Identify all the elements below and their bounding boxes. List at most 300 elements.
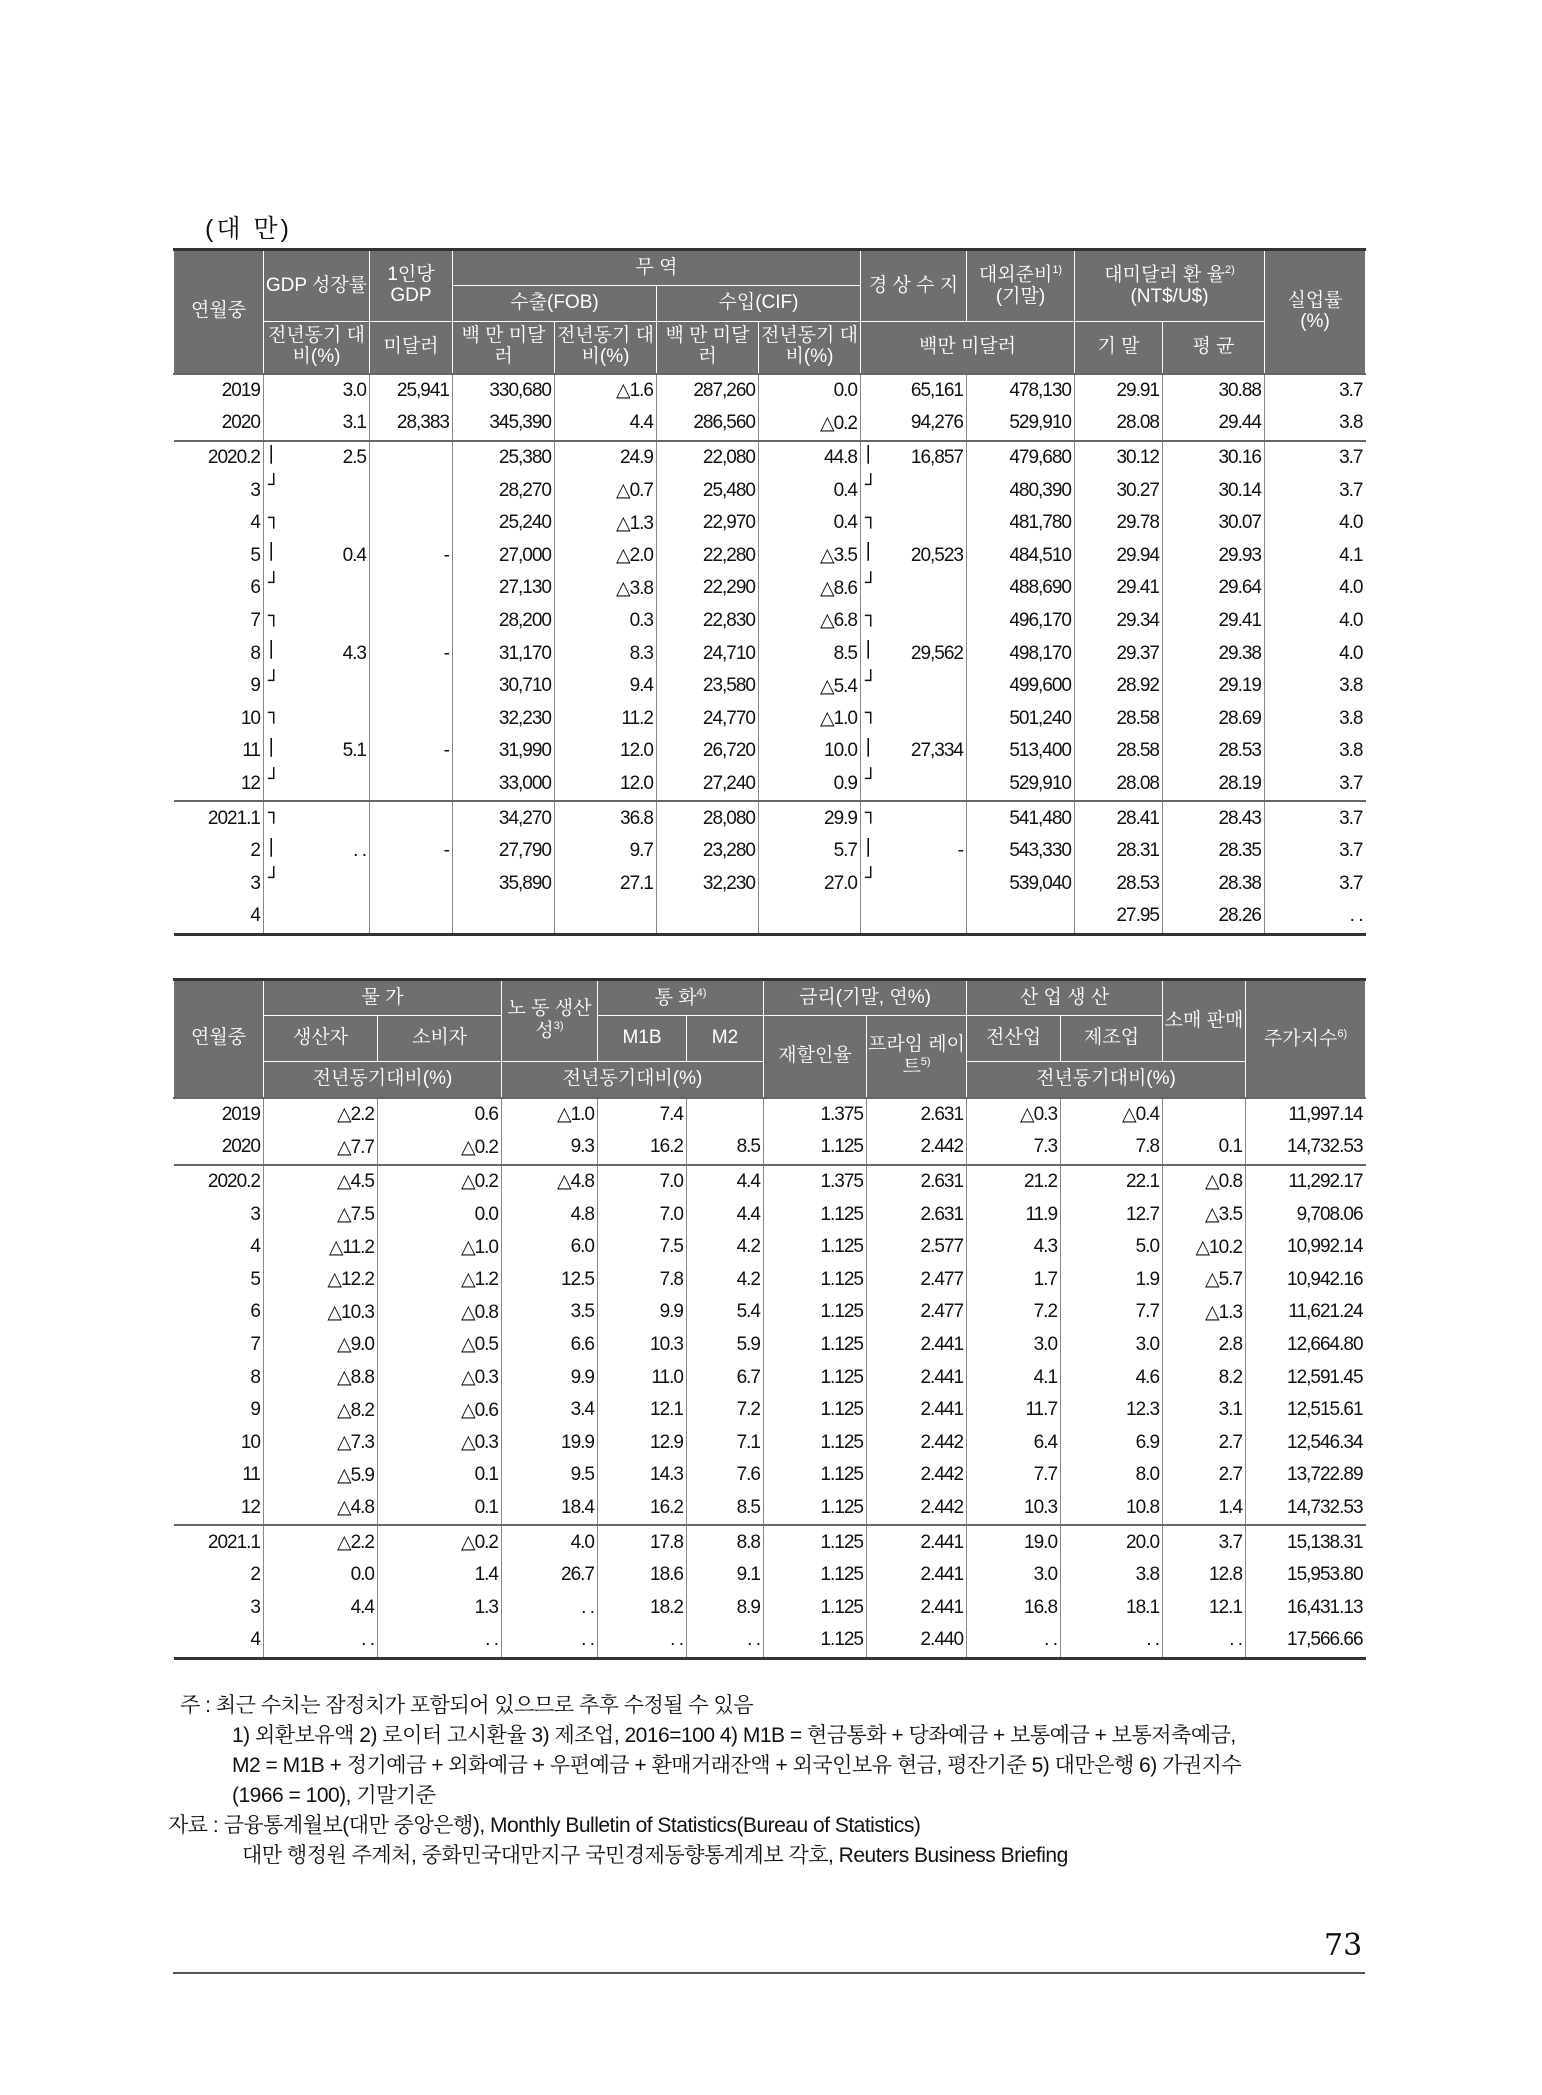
header-unemployment: 실업률 (%)	[1265, 250, 1366, 374]
imports-yoy-cell	[759, 867, 861, 900]
imports-yoy-cell-value: △1.0	[819, 708, 857, 730]
all-industry-cell-value: 19.0	[1024, 1531, 1058, 1553]
prime-rate-cell	[867, 1591, 967, 1624]
m2-cell	[687, 1329, 764, 1362]
unemployment-cell-value: . .	[1349, 905, 1363, 927]
consumer-price-cell	[378, 1624, 502, 1658]
exports-yoy-cell-value: 8.3	[629, 642, 653, 664]
labor-productivity-cell	[502, 1394, 598, 1427]
stock-index-cell-value: 16,431.13	[1287, 1596, 1363, 1618]
fx-avg-cell	[1163, 637, 1265, 670]
fx-avg-cell	[1163, 474, 1265, 507]
imports-yoy-cell	[759, 900, 861, 934]
period-cell-value: 9	[250, 675, 260, 697]
consumer-price-cell-value: . .	[485, 1629, 498, 1651]
unemployment-cell	[1265, 605, 1366, 638]
imports-yoy-cell	[759, 801, 861, 835]
m2-cell-value: 4.4	[736, 1203, 760, 1225]
all-industry-cell-value: . .	[1044, 1629, 1058, 1651]
current-account-cell	[861, 539, 967, 572]
m2-cell-value: . .	[747, 1629, 760, 1651]
retail-sales-cell-value: 2.7	[1218, 1464, 1243, 1486]
producer-price-cell-value: 0.0	[350, 1564, 374, 1586]
table-row	[174, 1329, 1366, 1362]
reserves-cell-value: 481,780	[1009, 512, 1071, 534]
producer-price-cell	[264, 1459, 378, 1492]
imports-cell	[657, 735, 759, 768]
region-label: (대 만)	[205, 215, 292, 243]
labor-productivity-cell	[502, 1426, 598, 1459]
period-cell	[174, 1098, 264, 1132]
stock-index-cell-value: 12,591.45	[1287, 1366, 1363, 1388]
all-industry-cell-value: 11.9	[1025, 1203, 1058, 1225]
header-m1b: M1B	[598, 1016, 687, 1062]
manufacturing-cell-value: 6.9	[1135, 1431, 1160, 1453]
retail-sales-cell-value: 2.8	[1218, 1333, 1243, 1355]
stock-index-cell	[1246, 1459, 1366, 1492]
table-row	[174, 441, 1366, 475]
exports-cell	[453, 507, 555, 540]
gdp-per-capita-cell	[370, 670, 453, 703]
prime-rate-cell-value: 2.441	[920, 1399, 964, 1421]
unemployment-cell	[1265, 835, 1366, 868]
manufacturing-cell	[1061, 1098, 1163, 1132]
all-industry-cell-value: 4.1	[1033, 1366, 1058, 1388]
prime-rate-cell-value: 2.631	[920, 1203, 964, 1225]
exports-cell	[453, 539, 555, 572]
reserves-cell-value: 498,170	[1009, 642, 1071, 664]
current-account-cell	[861, 605, 967, 638]
imports-yoy-cell	[759, 407, 861, 441]
labor-productivity-cell-value: 3.5	[570, 1301, 594, 1323]
retail-sales-cell-value: △1.3	[1205, 1301, 1243, 1323]
m1b-cell-value: 18.6	[650, 1564, 683, 1586]
current-account-cell	[861, 867, 967, 900]
fx-avg-cell-value: 29.38	[1218, 642, 1261, 664]
consumer-price-cell	[378, 1459, 502, 1492]
fx-avg-cell-value: 29.64	[1218, 577, 1261, 599]
m1b-cell-value: 7.8	[659, 1268, 683, 1290]
header-imports-yoy: 전년동기 대비(%)	[759, 322, 861, 374]
period-cell	[174, 1426, 264, 1459]
fx-avg-cell	[1163, 768, 1265, 802]
m1b-cell	[598, 1098, 687, 1132]
fx-avg-cell-value: 30.14	[1218, 479, 1261, 501]
header-fx-end: 기 말	[1075, 322, 1163, 374]
period-cell-value: 3	[250, 1596, 260, 1618]
period-cell-value: 12	[240, 1496, 260, 1518]
imports-cell	[657, 539, 759, 572]
imports-cell	[657, 441, 759, 475]
header-exchange-rate: 대미달러 환 율$^{2)}$ (NT$/U$)	[1075, 250, 1265, 322]
retail-sales-cell	[1163, 1426, 1246, 1459]
table-row	[174, 1098, 1366, 1132]
retail-sales-cell	[1163, 1394, 1246, 1427]
manufacturing-cell-value: 3.8	[1135, 1564, 1160, 1586]
consumer-price-cell	[378, 1394, 502, 1427]
header-labor-money-yoy: 전년동기대비(%)	[502, 1062, 764, 1098]
fx-end-cell	[1075, 572, 1163, 605]
all-industry-cell-value: 6.4	[1033, 1431, 1058, 1453]
manufacturing-cell	[1061, 1231, 1163, 1264]
exports-cell-value: 27,790	[498, 840, 551, 862]
retail-sales-cell	[1163, 1329, 1246, 1362]
gdp-growth-cell-value: 2.5	[342, 446, 366, 468]
reserves-cell-value: 543,330	[1009, 840, 1071, 862]
table-row	[174, 539, 1366, 572]
gdp-per-capita-cell	[370, 474, 453, 507]
m1b-cell-value: 7.0	[659, 1170, 683, 1192]
exports-yoy-cell-value: △0.7	[615, 480, 653, 502]
gdp-per-capita-cell	[370, 539, 453, 572]
fx-avg-cell-value: 28.69	[1218, 707, 1261, 729]
current-account-cell	[861, 572, 967, 605]
gdp-growth-cell-value: 4.3	[342, 642, 366, 664]
bracket-mark: ┘	[268, 669, 279, 692]
consumer-price-cell	[378, 1591, 502, 1624]
exports-cell-value: 27,000	[498, 544, 551, 566]
prime-rate-cell	[867, 1263, 967, 1296]
gdp-growth-cell	[264, 407, 370, 441]
fx-avg-cell-value: 28.26	[1218, 905, 1261, 927]
m1b-cell	[598, 1591, 687, 1624]
fx-end-cell-value: 28.58	[1116, 740, 1159, 762]
m1b-cell	[598, 1296, 687, 1329]
stock-index-cell-value: 10,992.14	[1287, 1236, 1363, 1258]
reserves-cell	[967, 670, 1075, 703]
header-prime-rate: 프라임 레이트$^{5)}$	[867, 1016, 967, 1098]
period-cell	[174, 1263, 264, 1296]
exports-cell-value: 330,680	[489, 379, 551, 401]
imports-yoy-cell	[759, 539, 861, 572]
imports-yoy-cell	[759, 474, 861, 507]
consumer-price-cell-value: 1.3	[474, 1596, 498, 1618]
unemployment-cell-value: 3.7	[1339, 772, 1363, 794]
labor-productivity-cell	[502, 1492, 598, 1526]
imports-yoy-cell	[759, 507, 861, 540]
period-cell	[174, 702, 264, 735]
imports-yoy-cell	[759, 637, 861, 670]
fx-end-cell-value: 30.27	[1116, 479, 1159, 501]
m2-cell	[687, 1165, 764, 1199]
fx-end-cell	[1075, 374, 1163, 408]
period-cell-value: 7	[250, 1333, 260, 1355]
table-row	[174, 1131, 1366, 1165]
stock-index-cell	[1246, 1492, 1366, 1526]
imports-cell-value: 32,230	[702, 872, 755, 894]
period-cell-value: 2020	[221, 412, 260, 434]
fx-end-cell	[1075, 539, 1163, 572]
current-account-cell	[861, 735, 967, 768]
fx-end-cell	[1075, 801, 1163, 835]
m1b-cell-value: 18.2	[650, 1596, 683, 1618]
table-row	[174, 1492, 1366, 1526]
fx-avg-cell-value: 29.41	[1218, 609, 1261, 631]
header-imports: 수입(CIF)	[657, 286, 861, 322]
exports-cell	[453, 605, 555, 638]
reserves-cell	[967, 900, 1075, 934]
period-cell-value: 2020	[221, 1136, 260, 1158]
bracket-mark: ┐	[268, 702, 279, 725]
discount-rate-cell	[764, 1426, 867, 1459]
producer-price-cell	[264, 1165, 378, 1199]
table-row	[174, 1559, 1366, 1592]
producer-price-cell-value: △4.8	[336, 1497, 374, 1519]
header-interest-rates: 금리(기말, 연%)	[764, 980, 967, 1016]
all-industry-cell	[967, 1198, 1061, 1231]
gdp-growth-cell	[264, 735, 370, 768]
m2-cell-value: 5.9	[736, 1333, 760, 1355]
producer-price-cell	[264, 1198, 378, 1231]
imports-yoy-cell	[759, 702, 861, 735]
producer-price-cell	[264, 1525, 378, 1559]
producer-price-cell-value: 4.4	[350, 1596, 374, 1618]
all-industry-cell	[967, 1296, 1061, 1329]
period-cell-value: 2019	[221, 1103, 260, 1125]
all-industry-cell-value: 7.7	[1033, 1464, 1058, 1486]
table-row	[174, 801, 1366, 835]
unemployment-cell	[1265, 637, 1366, 670]
manufacturing-cell-value: 12.7	[1126, 1203, 1160, 1225]
fx-avg-cell	[1163, 572, 1265, 605]
exports-cell	[453, 474, 555, 507]
manufacturing-cell	[1061, 1559, 1163, 1592]
consumer-price-cell	[378, 1098, 502, 1132]
imports-cell-value: 287,260	[693, 379, 755, 401]
gdp-growth-cell	[264, 474, 370, 507]
gdp-growth-cell-value: 0.4	[342, 544, 366, 566]
fx-end-cell	[1075, 867, 1163, 900]
m2-cell-value: 7.1	[736, 1431, 760, 1453]
bracket-mark: ┘	[268, 767, 279, 790]
manufacturing-cell	[1061, 1198, 1163, 1231]
exports-cell-value: 34,270	[498, 807, 551, 829]
exports-yoy-cell	[555, 702, 657, 735]
note-line-2: M2 = M1B + 정기예금 + 외화예금 + 우편예금 + 환매거래잔액 + 외국인보유 현금, 평잔기준 5) 대만은행 6) 가권지수	[232, 1754, 1242, 1777]
m2-cell-value: 8.5	[736, 1136, 760, 1158]
m2-cell-value: 6.7	[736, 1366, 760, 1388]
discount-rate-cell	[764, 1525, 867, 1559]
bracket-mark: ┘	[268, 867, 279, 890]
gdp-growth-cell-value: 5.1	[342, 740, 366, 762]
manufacturing-cell	[1061, 1394, 1163, 1427]
exports-yoy-cell-value: △2.0	[615, 545, 653, 567]
fx-avg-cell	[1163, 670, 1265, 703]
fx-avg-cell-value: 28.53	[1218, 740, 1261, 762]
unemployment-cell-value: 3.7	[1339, 807, 1363, 829]
manufacturing-cell	[1061, 1165, 1163, 1199]
imports-cell	[657, 768, 759, 802]
discount-rate-cell	[764, 1131, 867, 1165]
imports-cell-value: 22,970	[702, 512, 755, 534]
header-exports-amount: 백 만 미달러	[453, 322, 555, 374]
period-cell-value: 9	[250, 1399, 260, 1421]
m1b-cell	[598, 1131, 687, 1165]
exports-cell-value: 33,000	[498, 772, 551, 794]
prime-rate-cell	[867, 1559, 967, 1592]
prime-rate-cell	[867, 1198, 967, 1231]
all-industry-cell	[967, 1591, 1061, 1624]
header-retail-sales: 소매 판매	[1163, 980, 1246, 1062]
fx-avg-cell-value: 28.43	[1218, 807, 1261, 829]
stock-index-cell	[1246, 1329, 1366, 1362]
fx-end-cell	[1075, 407, 1163, 441]
period-cell-value: 5	[250, 544, 260, 566]
imports-cell	[657, 572, 759, 605]
manufacturing-cell-value: 12.3	[1126, 1399, 1160, 1421]
gdp-per-capita-cell-value: -	[443, 840, 449, 862]
m2-cell-value: 8.5	[736, 1496, 760, 1518]
producer-price-cell-value: △10.3	[327, 1301, 374, 1323]
all-industry-cell-value: 16.8	[1024, 1596, 1058, 1618]
unemployment-cell	[1265, 801, 1366, 835]
imports-yoy-cell-value: 29.9	[824, 807, 857, 829]
gdp-per-capita-cell-value: -	[443, 740, 449, 762]
discount-rate-cell	[764, 1296, 867, 1329]
imports-cell	[657, 670, 759, 703]
discount-rate-cell	[764, 1361, 867, 1394]
imports-yoy-cell-value: 0.9	[833, 772, 857, 794]
header-gdp-growth: GDP 성장률	[264, 250, 370, 322]
all-industry-cell-value: 7.2	[1033, 1301, 1058, 1323]
all-industry-cell	[967, 1329, 1061, 1362]
fx-end-cell	[1075, 768, 1163, 802]
unemployment-cell-value: 3.7	[1339, 479, 1363, 501]
imports-cell-value: 286,560	[693, 412, 755, 434]
gdp-per-capita-cell	[370, 507, 453, 540]
prime-rate-cell	[867, 1394, 967, 1427]
prime-rate-cell	[867, 1329, 967, 1362]
period-cell	[174, 1559, 264, 1592]
all-industry-cell-value: 7.3	[1033, 1136, 1058, 1158]
unemployment-cell-value: 4.0	[1339, 642, 1363, 664]
reserves-cell-value: 480,390	[1009, 479, 1071, 501]
discount-rate-cell-value: 1.375	[820, 1103, 863, 1125]
reserves-cell	[967, 539, 1075, 572]
manufacturing-cell	[1061, 1263, 1163, 1296]
labor-productivity-cell-value: 19.9	[561, 1431, 594, 1453]
period-cell	[174, 474, 264, 507]
retail-sales-cell	[1163, 1559, 1246, 1592]
exports-cell-value: 345,390	[489, 412, 551, 434]
bracket-mark: ┘	[865, 767, 876, 790]
consumer-price-cell-value: △0.5	[460, 1334, 498, 1356]
imports-cell	[657, 507, 759, 540]
imports-cell	[657, 474, 759, 507]
unemployment-cell-value: 4.1	[1339, 544, 1363, 566]
header-discount-rate: 재할인율	[764, 1016, 867, 1098]
unemployment-cell	[1265, 474, 1366, 507]
discount-rate-cell	[764, 1098, 867, 1132]
period-cell	[174, 735, 264, 768]
m1b-cell-value: 12.9	[650, 1431, 683, 1453]
m1b-cell	[598, 1624, 687, 1658]
imports-cell	[657, 835, 759, 868]
labor-productivity-cell	[502, 1165, 598, 1199]
retail-sales-cell-value: 12.8	[1209, 1564, 1243, 1586]
m1b-cell-value: 7.4	[659, 1103, 683, 1125]
table-1-body	[174, 374, 1366, 935]
consumer-price-cell	[378, 1231, 502, 1264]
imports-cell-value: 24,770	[702, 707, 755, 729]
fx-avg-cell	[1163, 900, 1265, 934]
exports-cell	[453, 867, 555, 900]
stock-index-cell-value: 9,708.06	[1296, 1203, 1363, 1225]
table-row	[174, 768, 1366, 802]
bracket-mark: |	[268, 441, 274, 464]
m2-cell	[687, 1231, 764, 1264]
producer-price-cell-value: △8.2	[336, 1399, 374, 1421]
header-prices: 물 가	[264, 980, 502, 1016]
imports-yoy-cell-value: 0.4	[833, 512, 857, 534]
stock-index-cell	[1246, 1296, 1366, 1329]
manufacturing-cell-value: 7.7	[1135, 1301, 1160, 1323]
manufacturing-cell	[1061, 1492, 1163, 1526]
all-industry-cell-value: 3.0	[1033, 1333, 1058, 1355]
retail-sales-cell	[1163, 1624, 1246, 1658]
fx-avg-cell	[1163, 374, 1265, 408]
prime-rate-cell-value: 2.577	[920, 1236, 964, 1258]
stock-index-cell	[1246, 1591, 1366, 1624]
imports-yoy-cell	[759, 735, 861, 768]
gdp-growth-cell	[264, 605, 370, 638]
reserves-cell-value: 496,170	[1009, 609, 1071, 631]
gdp-growth-cell-value: . .	[353, 840, 366, 862]
table-row	[174, 1624, 1366, 1658]
period-cell-value: 5	[250, 1268, 260, 1290]
fx-end-cell-value: 28.92	[1116, 675, 1159, 697]
stock-index-cell	[1246, 1525, 1366, 1559]
unemployment-cell	[1265, 867, 1366, 900]
exports-yoy-cell	[555, 768, 657, 802]
exports-yoy-cell	[555, 374, 657, 408]
period-cell-value: 3	[250, 1203, 260, 1225]
m2-cell-value: 4.4	[736, 1170, 760, 1192]
imports-cell-value: 28,080	[702, 807, 755, 829]
unemployment-cell	[1265, 768, 1366, 802]
all-industry-cell	[967, 1231, 1061, 1264]
header-industrial-production: 산 업 생 산	[967, 980, 1163, 1016]
exports-yoy-cell-value: 12.0	[620, 772, 653, 794]
imports-cell-value: 23,280	[702, 840, 755, 862]
stock-index-cell-value: 12,515.61	[1287, 1399, 1363, 1421]
exports-cell-value: 25,240	[498, 512, 551, 534]
bracket-mark: ┘	[865, 867, 876, 890]
header-trade: 무 역	[453, 250, 861, 286]
unemployment-cell-value: 4.0	[1339, 577, 1363, 599]
prime-rate-cell-value: 2.477	[920, 1301, 964, 1323]
stock-index-cell-value: 17,566.66	[1287, 1629, 1363, 1651]
m2-cell	[687, 1591, 764, 1624]
note-main: 주 : 최근 수치는 잠정치가 포함되어 있으므로 추후 수정될 수 있음	[180, 1694, 754, 1717]
fx-avg-cell	[1163, 867, 1265, 900]
fx-avg-cell	[1163, 801, 1265, 835]
retail-sales-cell-value: 8.2	[1218, 1366, 1243, 1388]
prime-rate-cell	[867, 1459, 967, 1492]
fx-avg-cell	[1163, 539, 1265, 572]
table-row	[174, 1361, 1366, 1394]
header-gdp-yoy: 전년동기 대비(%)	[264, 322, 370, 374]
header-imports-amount: 백 만 미달러	[657, 322, 759, 374]
gdp-per-capita-cell	[370, 374, 453, 408]
imports-yoy-cell-value: △5.4	[819, 675, 857, 697]
m1b-cell	[598, 1525, 687, 1559]
unemployment-cell	[1265, 900, 1366, 934]
economic-indicators-table-1	[173, 248, 1366, 936]
period-cell	[174, 1624, 264, 1658]
exports-yoy-cell-value: △1.6	[615, 380, 653, 402]
prime-rate-cell-value: 2.442	[920, 1431, 964, 1453]
